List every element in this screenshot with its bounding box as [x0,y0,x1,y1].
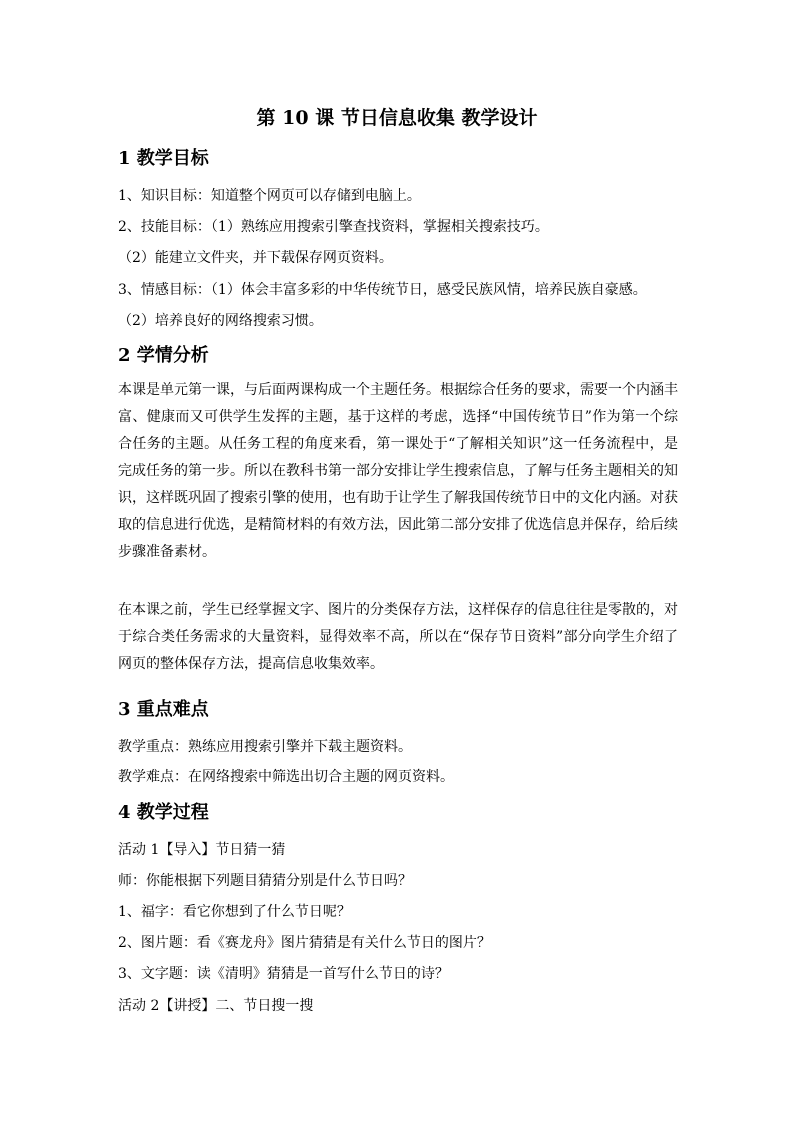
objective-line: （2）能建立文件夹，并下载保存网页资料。 [118,250,393,266]
analysis-paragraph: 本课是单元第一课，与后面两课构成一个主题任务。根据综合任务的要求，需要一个内涵丰富、健康而又可供学生发挥的主题，基于这样的考虑，选择“中国传统节日”作为第一个综合任务的主题。从任务工程的角度来看，第一课处于“了解相关知识”这一任务流程中，是完成任务的第一步。所以在教科书第一部分安排让学生搜索信息，了解与任务主题相关的知识，这样既巩固了搜索引擎的使用，也有助于让学生了解我国传统节日中的文化内涵。对获取的信息进行优选，是精简材料的有效方法，因此第二部分安排了优选信息并保存，给后续步骤准备素材。 [118,382,678,560]
key-point-line: 教学重点：熟练应用搜索引擎并下载主题资料。 [118,739,412,755]
section-heading-process: 4 教学过程 [118,802,209,823]
key-point-line: 教学难点：在网络搜索中筛选出切合主题的网页资料。 [118,769,454,785]
objective-line: 1、知识目标：知道整个网页可以存储到电脑上。 [118,188,421,204]
section-heading-analysis: 2 学情分析 [118,345,209,366]
document-title: 第 10 课 节日信息收集 教学设计 [256,107,538,129]
section-heading-key-points: 3 重点难点 [118,699,209,720]
process-line: 师：你能根据下列题目猜猜分别是什么节日吗？ [118,873,412,889]
objective-line: （2）培养良好的网络搜索习惯。 [118,313,323,329]
process-line: 活动 1【导入】节日猜一猜 [118,842,286,858]
process-line: 1、福字：看它你想到了什么节日呢？ [118,904,351,920]
analysis-paragraph: 在本课之前，学生已经掌握文字、图片的分类保存方法，这样保存的信息往往是零散的，对于综合类任务需求的大量资料，显得效率不高，所以在“保存节日资料”部分向学生介绍了网页的整体保存方法，提高信息收集效率。 [118,602,678,672]
process-line: 活动 2【讲授】二、节日搜一搜 [118,998,314,1014]
process-line: 2、图片题：看《赛龙舟》图片猜猜是有关什么节日的图片？ [118,935,491,951]
section-heading-objectives: 1 教学目标 [118,148,209,169]
process-line: 3、文字题：读《清明》猜猜是一首写什么节日的诗？ [118,966,449,982]
objective-line: 3、情感目标：（1）体会丰富多彩的中华传统节日，感受民族风情，培养民族自豪感。 [118,282,647,298]
objective-line: 2、技能目标：（1）熟练应用搜索引擎查找资料，掌握相关搜索技巧。 [118,219,549,235]
